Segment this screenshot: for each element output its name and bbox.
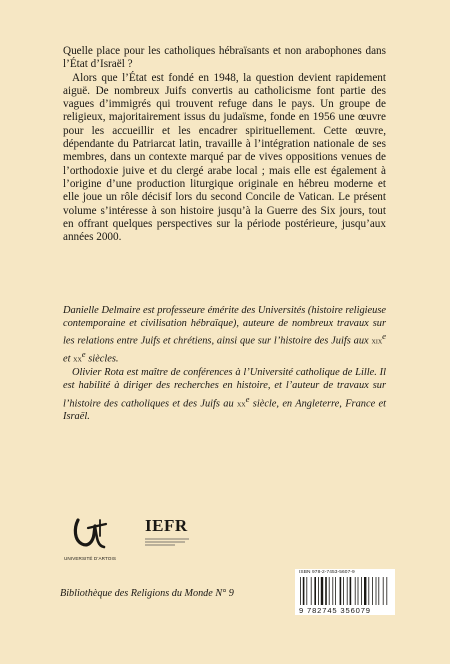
bio-rota	[63, 367, 386, 423]
barcode-bar	[361, 577, 362, 605]
barcode-bar	[300, 577, 301, 605]
isbn-label: ISBN 978-2-7453-5607-9	[299, 570, 355, 575]
barcode-bar	[372, 577, 373, 605]
barcode-bar	[340, 577, 342, 605]
barcode-bar	[329, 577, 330, 605]
barcode-bar	[325, 577, 327, 605]
barcode-bar	[378, 577, 379, 605]
century-numeral: xx	[236, 397, 246, 408]
iefr-logo-icon	[145, 537, 193, 547]
barcode-bar	[368, 577, 369, 605]
barcode-bar	[347, 577, 348, 605]
barcode-icon	[299, 577, 391, 607]
superscript: e	[81, 349, 86, 360]
series-title: Bibliothèque des Religions du Monde N° 9	[60, 588, 234, 599]
bio-delmaire	[63, 305, 386, 366]
superscript: e	[245, 393, 250, 404]
blurb	[63, 45, 386, 244]
barcode-bar	[343, 577, 344, 605]
universite-artois-logo-icon	[60, 514, 120, 556]
barcode-bar	[318, 577, 319, 605]
barcode-bar	[376, 577, 377, 605]
century-numeral: xx	[73, 353, 82, 364]
barcode-bar	[355, 577, 356, 605]
barcode-bar	[332, 577, 333, 605]
bio-text: siècles.	[85, 353, 119, 365]
barcode-bar	[306, 577, 307, 605]
artois-caption: UNIVERSITÉ D’ARTOIS	[63, 556, 117, 561]
iefr-logo	[145, 517, 195, 557]
barcode-bar	[386, 577, 387, 605]
bio-text: Olivier Rota est maître de conférences à l’Université catholique de Lille. Il est habilité à diriger des recherches en histoire, et l’auteur de travaux sur l’histoire des catholiques et des Juifs au	[63, 367, 386, 409]
bio-text: Danielle Delmaire est professeure émérite des Universités (histoire religieuse contemporaine et civilisation hébraïque), auteure de nombreux travaux sur les relations entre Juifs et chrétiens, ainsi que sur l’histoire des Juifs aux	[63, 305, 386, 347]
blurb-paragraph: Alors que l’État est fondé en 1948, la question devient rapidement aiguë. De nombreux Juifs convertis au catholicisme font partie des vagues d’immigrés qui trouvent refuge dans le pays. Un groupe de religieux, majoritairement issus du judaïsme, fonde en 1956 une œuvre pour les accueillir et les encadrer spirituellement. Cette œuvre, dépendante du Patriarcat latin, travaille à l’intégration nationale de ses membres, dans un contexte marqué par de vives oppositions venues de l’orthodoxie juive et du clergé arabe local ; mais elle est également à l’origine d’une production liturgique originale en hébreu moderne et elle joue un rôle décisif lors du second Concile de Vatican. Le présent volume s’intéresse à son histoire jusqu’à la Guerre des Six jours, tout en offrant quelques perspectives sur la période postérieure, jusqu’aux années 2000.	[63, 71, 386, 244]
barcode-bar	[303, 577, 305, 605]
barcode-bar	[364, 577, 366, 605]
superscript: e	[382, 331, 386, 342]
century-numeral: xix	[371, 335, 383, 346]
bio-text: et	[63, 353, 74, 365]
barcode-bar	[321, 577, 323, 605]
author-bios	[63, 305, 386, 423]
barcode-bar	[311, 577, 312, 605]
barcode-bar	[350, 577, 352, 605]
barcode-digits: 9 782745 356079	[299, 606, 371, 615]
barcode-bar	[335, 577, 336, 605]
iefr-mark: IEFR	[145, 516, 188, 535]
universite-artois-logo	[60, 514, 120, 564]
barcode-bar	[314, 577, 316, 605]
barcode-bar	[358, 577, 359, 605]
blurb-paragraph: Quelle place pour les catholiques hébraïsants et non arabophones dans l’État d’Israël ?	[63, 45, 386, 71]
barcode-bar	[383, 577, 384, 605]
bio-text: siècle, en Angleterre, France et Israël.	[63, 397, 386, 422]
